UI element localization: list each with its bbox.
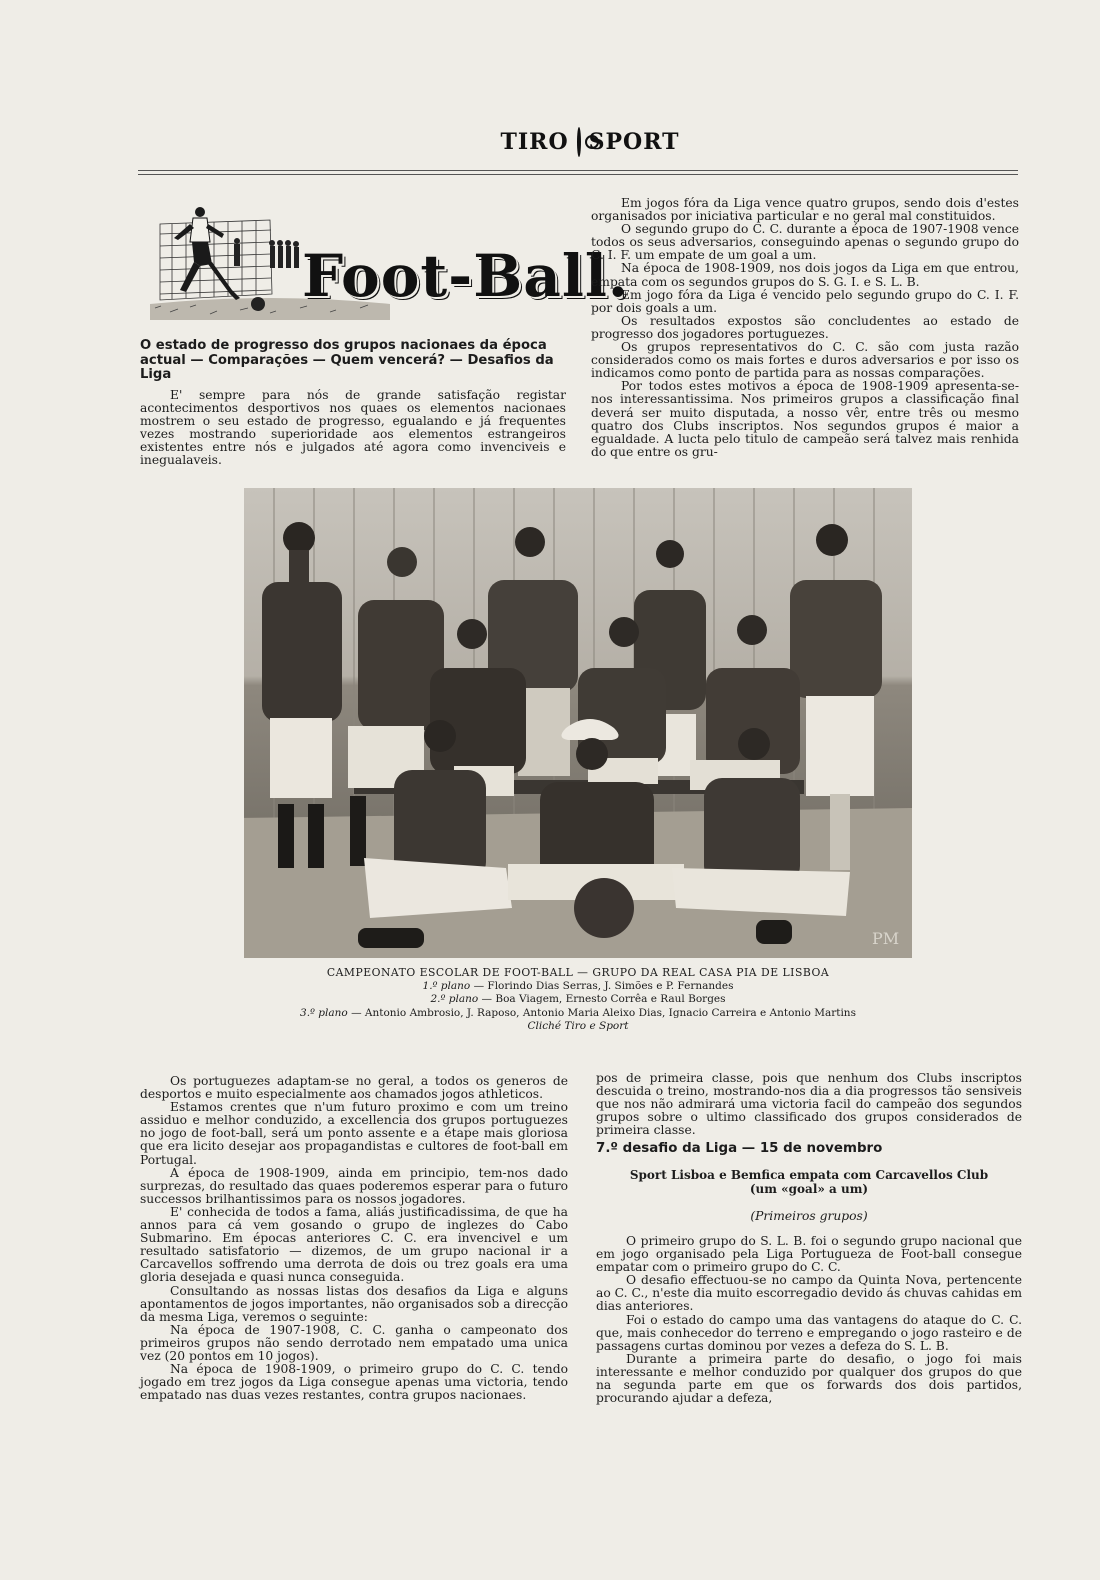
right-top-column bbox=[591, 197, 1019, 459]
caption-title: CAMPEONATO ESCOLAR DE FOOT-BALL — GRUPO DA REAL CASA PIA DE LISBOA bbox=[326, 966, 830, 979]
paragraph: O segundo grupo do C. C. durante a época de 1907-1908 vence todos os seus adversarios, conseguindo apenas o segundo grupo do C. I. F. um empate de um goal a um. bbox=[591, 222, 1019, 263]
caption-row-2-names: — Boa Viagem, Ernesto Corrêa e Raul Borges bbox=[478, 993, 726, 1006]
paragraph: Na época de 1907-1908, C. C. ganha o campeonato dos primeiros grupos não sendo derrotado nem empatado uma unica vez (20 pontos em 10 jogos). bbox=[140, 1322, 568, 1363]
paragraph: E' sempre para nós de grande satisfação registar acontecimentos desportivos nos quaes os elementos nacionaes mostrem o seu estado de progresso, egualando e já frequentes vezes mostrando superioridade aos elementos estrangeiros existentes entre nós e julgados até agora como invenciveis e inegualaveis. bbox=[140, 388, 566, 468]
photo-monogram: PM bbox=[872, 929, 900, 948]
caption-row-1-names: — Florindo Dias Serras, J. Simões e P. Fernandes bbox=[470, 979, 734, 992]
left-top-column bbox=[140, 389, 566, 468]
match-title bbox=[596, 1168, 1022, 1196]
masthead-right-text: SPORT bbox=[588, 129, 680, 155]
section-heading: 7.º desafio da Liga — 15 de novembro bbox=[596, 1141, 883, 1156]
caption-row-3-label: 3.º plano bbox=[300, 1006, 348, 1019]
caption-row-2-label: 2.º plano bbox=[430, 993, 479, 1006]
paragraph: Por todos estes motivos a época de 1908-1909 apresenta-se-nos interessantissima. Nos primeiros grupos a classificação final deverá ser muito disputada, a nosso vêr, entre três ou mesmo quatro dos Clubs inscriptos. Nos segundos grupos é maior a egualdade. A lucta pelo titulo de campeão será talvez mais renhida do que entre os gru- bbox=[591, 379, 1019, 459]
paragraph: Em jogo fóra da Liga é vencido pelo segundo grupo do C. I. F. por dois goals a um. bbox=[591, 287, 1019, 315]
match-title-line-2: (um «goal» a um) bbox=[749, 1182, 869, 1196]
ball-icon bbox=[251, 297, 265, 311]
match-report-column bbox=[596, 1235, 1022, 1405]
caption-row-1-label: 1.º plano bbox=[422, 979, 471, 992]
paragraph: Em jogos fóra da Liga vence quatro grupos, sendo dois d'estes organisados por iniciativa particular e no geral mal constituidos. bbox=[591, 196, 1019, 224]
header-rule bbox=[138, 170, 1018, 171]
paragraph: O primeiro grupo do S. L. B. foi o segundo grupo nacional que em jogo organisado pela Liga Portugueza de Foot-ball consegue empatar com o primeiro grupo do C. C. bbox=[596, 1234, 1022, 1275]
football-title: Foot-Ball. bbox=[302, 242, 630, 310]
sub-heading: (Primeiros grupos) bbox=[750, 1209, 868, 1223]
paragraph: O desafio effectuou-se no campo da Quinta Nova, pertencente ao C. C., n'este dia muito escorregadio devido ás chuvas cahidas em dias anteriores. bbox=[596, 1273, 1022, 1314]
article-headline: O estado de progresso dos grupos nacionaes da época actual — Comparações — Quem vencerá? — Desafios da Liga bbox=[140, 338, 554, 383]
header-rule-double bbox=[138, 174, 1018, 175]
target-icon bbox=[577, 127, 581, 157]
paragraph: A época de 1908-1909, ainda em principio, tem-nos dado surprezas, do resultado das quaes poderemos esperar para o futuro successos brilhantissimos para os nossos jogadores. bbox=[140, 1165, 568, 1206]
paragraph: Os grupos representativos do C. C. são com justa razão considerados como os mais fortes e duros adversarios e por isso os indicamos como ponto de partida para as nossas comparações. bbox=[591, 340, 1019, 381]
player-figure bbox=[174, 207, 240, 300]
paragraph: Durante a primeira parte do desafio, o jogo foi mais interessante e melhor conduzido por qualquer dos grupos do que na segunda parte em que os forwards dos dois partidos, procurando ajudar a defeza, bbox=[596, 1351, 1022, 1406]
paragraph-continued: pos de primeira classe, pois que nenhum dos Clubs inscriptos descuida o treino, mostrando-nos dia a dia progressos tão sensiveis que nos não admirará uma victoria facil do campeão dos segundos grupos sobre o ultimo classificado dos grupos considerados de primeira classe. bbox=[596, 1071, 1022, 1138]
paragraph: Foi o estado do campo uma das vantagens do ataque do C. C. que, mais conhecedor do terreno e empregando o jogo rasteiro e de passagens curtas dominou por vezes a defeza do S. L. B. bbox=[596, 1312, 1022, 1353]
masthead-left-text: TIRO bbox=[500, 129, 569, 155]
paragraph: E' conhecida de todos a fama, aliás justificadissima, de que ha annos para cá vem gosando o grupo de inglezes do Cabo Submarino. Em épocas anteriores C. C. era invencivel e um resultado satisfatorio — dizemos, de um grupo nacional ir a Carcavellos soffrendo uma derrota de dois ou trez goals era uma gloria desejada e quasi nunca conseguida. bbox=[140, 1204, 568, 1285]
paragraph: Estamos crentes que n'um futuro proximo e com um treino assiduo e melhor conduzido, a excellencia dos grupos portuguezes no jogo de foot-ball, será um ponto assente e a étape mais gloriosa que era licito desejar aos propagandistas e cultores de foot-ball em Portugal. bbox=[140, 1100, 568, 1167]
photo-caption bbox=[244, 966, 912, 1034]
paragraph: Consultando as nossas listas dos desafios da Liga e alguns apontamentos de jogos importantes, não organisados sob a direcção da mesma Liga, veremos o seguinte: bbox=[140, 1283, 568, 1324]
left-bottom-column bbox=[140, 1075, 568, 1402]
photo-credit: Cliché Tiro e Sport bbox=[527, 1020, 629, 1033]
paragraph: Na época de 1908-1909, nos dois jogos da Liga em que entrou, empata com os segundos grupos do S. G. I. e S. L. B. bbox=[591, 261, 1019, 289]
caption-row-3 bbox=[244, 1007, 912, 1021]
paragraph: Os resultados expostos são concludentes ao estado de progresso dos jogadores portuguezes. bbox=[591, 313, 1019, 341]
caption-row-3-names: — Antonio Ambrosio, J. Raposo, Antonio Maria Aleixo Dias, Ignacio Carreira e Antonio Martins bbox=[347, 1006, 856, 1019]
paragraph: Na época de 1908-1909, o primeiro grupo do C. C. tendo jogado em trez jogos da Liga consegue apenas uma victoria, tendo empatado nas duas vezes restantes, contra grupos nacionaes. bbox=[140, 1362, 568, 1403]
masthead-logo bbox=[500, 120, 680, 164]
match-title-line-1: Sport Lisboa e Bemfica empata com Carcavellos Club bbox=[629, 1168, 989, 1182]
caption-row-1 bbox=[244, 980, 912, 994]
caption-row-2 bbox=[244, 993, 912, 1007]
right-bottom-column bbox=[596, 1072, 1022, 1137]
team-photograph bbox=[244, 488, 912, 958]
paragraph: Os portuguezes adaptam-se no geral, a todos os generos de desportos e muito especialmente aos chamados jogos athleticos. bbox=[140, 1074, 568, 1102]
